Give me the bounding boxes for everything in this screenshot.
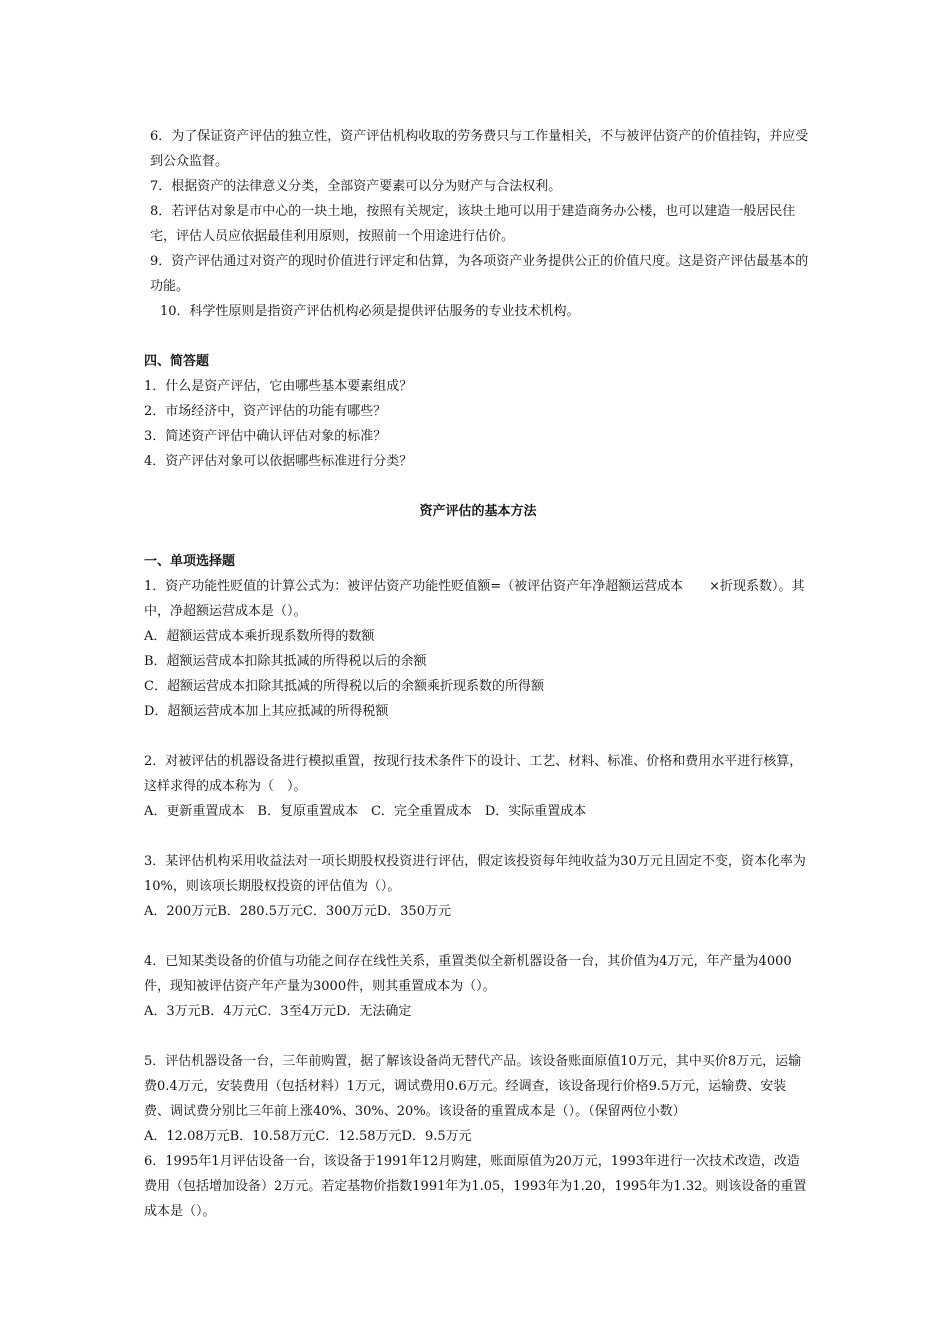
chapter-title: 资产评估的基本方法 bbox=[419, 504, 537, 519]
short-answer-item-1: 1．什么是资产评估，它由哪些基本要素组成？ bbox=[144, 379, 413, 394]
question-2-options: A．更新重置成本 B．复原重置成本 C．完全重置成本 D．实际重置成本 bbox=[144, 804, 587, 819]
short-answer-item-3: 3．简述资产评估中确认评估对象的标准？ bbox=[144, 429, 387, 444]
judgment-item-7: 7．根据资产的法律意义分类，全部资产要素可以分为财产与合法权利。 bbox=[150, 179, 562, 194]
spacer bbox=[144, 324, 812, 349]
question-2-stem: 2．对被评估的机器设备进行模拟重置，按现行技术条件下的设计、工艺、材料、标准、价格和费用水平进行核算，这样求得的成本称为（ ）。 bbox=[144, 754, 803, 794]
question-1-option-a: A．超额运营成本乘折现系数所得的数额 bbox=[144, 629, 375, 644]
judgment-item-6: 6．为了保证资产评估的独立性，资产评估机构收取的劳务费只与工作量相关，不与被评估资产的价值挂钩，并应受到公众监督。 bbox=[150, 129, 809, 169]
short-answer-item-2: 2．市场经济中，资产评估的功能有哪些？ bbox=[144, 404, 387, 419]
spacer bbox=[144, 474, 812, 499]
question-5-options: A．12.08万元B．10.58万元C．12.58万元D．9.5万元 bbox=[144, 1129, 472, 1144]
spacer bbox=[144, 524, 812, 549]
question-6-stem: 6．1995年1月评估设备一台，该设备于1991年12月购建，账面原值为20万元，1993年进行一次技术改造，改造费用（包括增加设备）2万元。若定基物价指数1991年为1.05，1993年为1.20，1995年为1.32。则该设备的重置成本是（）。 bbox=[144, 1154, 807, 1219]
spacer bbox=[144, 924, 812, 949]
spacer bbox=[144, 724, 812, 749]
question-1-option-c: C．超额运营成本扣除其抵减的所得税以后的余额乘折现系数的所得额 bbox=[144, 679, 544, 694]
short-answer-heading: 四、简答题 bbox=[144, 354, 210, 369]
short-answer-item-4: 4．资产评估对象可以依据哪些标准进行分类？ bbox=[144, 454, 413, 469]
single-choice-heading: 一、单项选择题 bbox=[144, 554, 236, 569]
question-3-options: A．200万元B．280.5万元C．300万元D．350万元 bbox=[144, 904, 451, 919]
judgment-item-8: 8．若评估对象是市中心的一块土地，按照有关规定，该块土地可以用于建造商务办公楼，也可以建造一般居民住宅，评估人员应依据最佳利用原则，按照前一个用途进行估价。 bbox=[150, 204, 796, 244]
document-content bbox=[144, 124, 812, 1224]
spacer bbox=[144, 824, 812, 849]
judgment-item-9: 9．资产评估通过对资产的现时价值进行评定和估算，为各项资产业务提供公正的价值尺度。这是资产评估最基本的功能。 bbox=[150, 254, 809, 294]
question-4-options: A．3万元B．4万元C．3至4万元D．无法确定 bbox=[144, 1004, 412, 1019]
judgment-item-10: 10．科学性原则是指资产评估机构必须是提供评估服务的专业技术机构。 bbox=[160, 304, 580, 319]
question-3-stem: 3．某评估机构采用收益法对一项长期股权投资进行评估，假定该投资每年纯收益为30万元且固定不变，资本化率为10%，则该项长期股权投资的评估值为（）。 bbox=[144, 854, 806, 894]
question-1-option-b: B．超额运营成本扣除其抵减的所得税以后的余额 bbox=[144, 654, 427, 669]
question-1-stem: 1．资产功能性贬值的计算公式为：被评估资产功能性贬值额=（被评估资产年净超额运营成本 ×折现系数）。其中，净超额运营成本是（）。 bbox=[144, 579, 805, 619]
question-1-option-d: D．超额运营成本加上其应抵减的所得税额 bbox=[144, 704, 389, 719]
question-5-stem: 5．评估机器设备一台，三年前购置，据了解该设备尚无替代产品。该设备账面原值10万元，其中买价8万元，运输费0.4万元，安装费用（包括材料）1万元，调试费用0.6万元。经调查，该设备现行价格9.5万元，运输费、安装费、调试费分别比三年前上涨40%、30%、20%。该设备的重置成本是（）。（保留两位小数） bbox=[144, 1054, 802, 1119]
question-4-stem: 4．已知某类设备的价值与功能之间存在线性关系，重置类似全新机器设备一台，其价值为4万元，年产量为4000件，现知被评估资产年产量为3000件，则其重置成本为（）。 bbox=[144, 954, 792, 994]
spacer bbox=[144, 1024, 812, 1049]
